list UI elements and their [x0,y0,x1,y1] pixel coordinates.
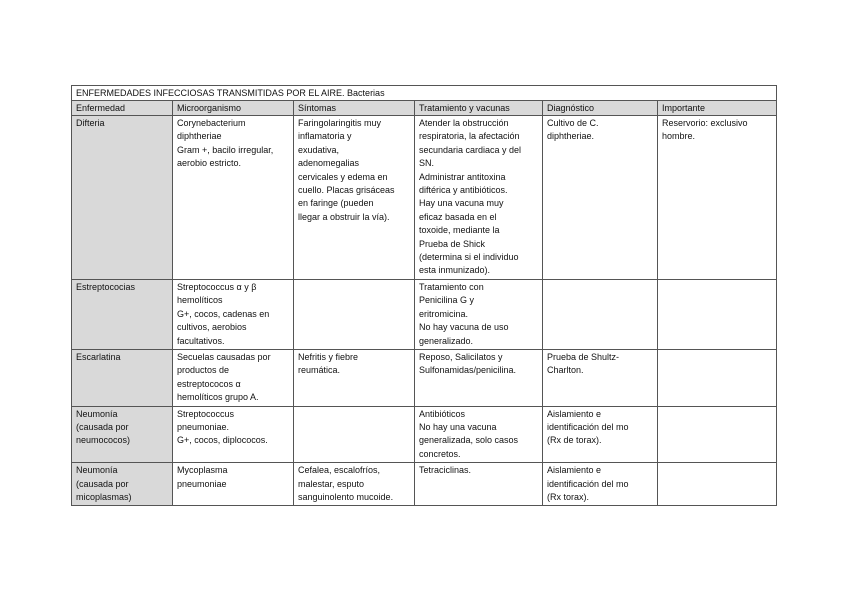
cell-text-line: hombre. [662,131,696,142]
header-tratamiento: Tratamiento y vacunas [415,101,543,116]
cell-text-line: diphtheriae. [547,131,595,142]
diagnosis-cell [543,463,658,506]
header-enfermedad: Enfermedad [72,101,173,116]
important-cell [658,463,777,506]
diagnosis-cell [543,116,658,280]
cell-text-line: Tratamiento con [419,281,484,292]
cell-text-line: (causada por [76,478,129,489]
cell-text-line: identificación del mo [547,421,629,432]
table-header-row [72,101,777,116]
cell-text-line: respiratoria, la afectación [419,131,520,142]
cell-text-line: productos de [177,365,230,376]
cell-text-line: Reservorio: exclusivo [662,118,748,128]
cell-text-line: (Rx de torax). [547,435,602,446]
cell-text-line: Streptococcus α y β [177,281,257,292]
cell-text-line: Escarlatina [76,351,121,362]
cell-text-line: eficaz basada en el [419,211,497,222]
cell-text-line: exudativa, [298,144,340,155]
cell-text-line: cultivos, aerobios [177,322,247,333]
diseases-table [71,85,777,506]
cell-text-line: llegar a obstruir la vía). [298,211,390,222]
cell-text-line: Prueba de Shick [419,238,486,249]
cell-text-line: G+, cocos, cadenas en [177,308,270,319]
disease-cell [72,349,173,406]
cell-text-line: Atender la obstrucción [419,118,509,128]
cell-text-line: sanguinolento mucoide. [298,491,394,502]
cell-text-line: cervicales y edema en [298,171,388,182]
cell-text-line: Difteria [76,118,105,128]
cell-text-line: Sulfonamidas/penicilina. [419,365,517,376]
symptoms-cell [294,116,415,280]
cell-text-line: facultativos. [177,335,225,346]
cell-text-line: hemolíticos [177,295,223,306]
cell-text-line: cuello. Placas grisáceas [298,185,395,196]
disease-cell [72,279,173,349]
cell-text-line: Charlton. [547,365,584,376]
header-sintomas: Síntomas [294,101,415,116]
cell-text-line: Faringolaringitis muy [298,118,382,128]
diagnosis-cell [543,349,658,406]
diagnosis-cell [543,406,658,463]
cell-text-line: secundaria cardiaca y del [419,144,522,155]
treatment-cell [415,116,543,280]
treatment-cell [415,349,543,406]
cell-text-line: toxoide, mediante la [419,225,500,236]
cell-text-line: Reposo, Salicilatos y [419,351,503,362]
cell-text-line: Nefritis y fiebre [298,351,359,362]
table-row [72,279,777,349]
cell-text-line: Hay una vacuna muy [419,198,504,209]
table-row [72,349,777,406]
cell-text-line: pneumoniae. [177,421,230,432]
cell-text-line: Corynebacterium [177,118,246,128]
table-row [72,406,777,463]
cell-text-line: hemolíticos grupo A. [177,392,259,403]
cell-text-line: Administrar antitoxina [419,171,506,182]
header-importante: Importante [658,101,777,116]
cell-text-line: No hay vacuna de uso [419,322,509,333]
header-diagnostico: Diagnóstico [543,101,658,116]
cell-text-line: Secuelas causadas por [177,351,271,362]
cell-text-line: estreptococos α [177,378,241,389]
cell-text-line: concretos. [419,448,461,459]
cell-text-line: diftérica y antibióticos. [419,185,508,196]
cell-text-line: (Rx torax). [547,491,590,502]
treatment-cell [415,463,543,506]
table-row [72,116,777,280]
cell-text-line: Cultivo de C. [547,118,599,128]
microorganism-cell [173,463,294,506]
cell-text-line: malestar, esputo [298,478,365,489]
microorganism-cell [173,349,294,406]
treatment-cell [415,279,543,349]
cell-text-line: G+, cocos, diplococos. [177,435,268,446]
cell-text-line: reumática. [298,365,341,376]
cell-text-line: Neumonía [76,465,118,476]
cell-text-line: (determina si el individuo [419,252,519,263]
diagnosis-cell [543,279,658,349]
cell-text-line: Prueba de Shultz- [547,351,620,362]
cell-text-line: adenomegalias [298,158,360,169]
cell-text-line: neumococos) [76,435,131,446]
cell-text-line: diphtheriae [177,131,222,142]
cell-text-line: Aislamiento e [547,465,602,476]
disease-cell [72,463,173,506]
cell-text-line: inflamatoria y [298,131,352,142]
cell-text-line: Aislamiento e [547,408,602,419]
table-title: ENFERMEDADES INFECCIOSAS TRANSMITIDAS POR EL AIRE. Bacterias [72,86,777,101]
cell-text-line: Antibióticos [419,408,466,419]
table-row [72,463,777,506]
cell-text-line: Estreptococias [76,281,136,292]
important-cell [658,116,777,280]
cell-text-line: Neumonía [76,408,118,419]
cell-text-line: generalizada, solo casos [419,435,519,446]
cell-text-line: Mycoplasma [177,465,228,476]
cell-text-line: generalizado. [419,335,474,346]
symptoms-cell [294,349,415,406]
cell-text-line: Penicilina G y [419,295,475,306]
disease-cell [72,116,173,280]
important-cell [658,349,777,406]
cell-text-line: pneumoniae [177,478,227,489]
symptoms-cell [294,406,415,463]
cell-text-line: aerobio estricto. [177,158,242,169]
table-body [72,116,777,506]
cell-text-line: No hay una vacuna [419,421,497,432]
important-cell [658,279,777,349]
treatment-cell [415,406,543,463]
microorganism-cell [173,279,294,349]
header-microorganismo: Microorganismo [173,101,294,116]
symptoms-cell [294,279,415,349]
cell-text-line: en faringe (pueden [298,198,374,209]
cell-text-line: Cefalea, escalofríos, [298,465,381,476]
table-title-row [72,86,777,101]
cell-text-line: Streptococcus [177,408,235,419]
cell-text-line: identificación del mo [547,478,629,489]
cell-text-line: Tetraciclinas. [419,465,472,476]
microorganism-cell [173,116,294,280]
disease-cell [72,406,173,463]
microorganism-cell [173,406,294,463]
important-cell [658,406,777,463]
cell-text-line: Gram +, bacilo irregular, [177,144,274,155]
cell-text-line: micoplasmas) [76,491,132,502]
cell-text-line: (causada por [76,421,129,432]
cell-text-line: esta inmunizado). [419,265,491,276]
symptoms-cell [294,463,415,506]
cell-text-line: SN. [419,158,435,169]
cell-text-line: eritromicina. [419,308,469,319]
